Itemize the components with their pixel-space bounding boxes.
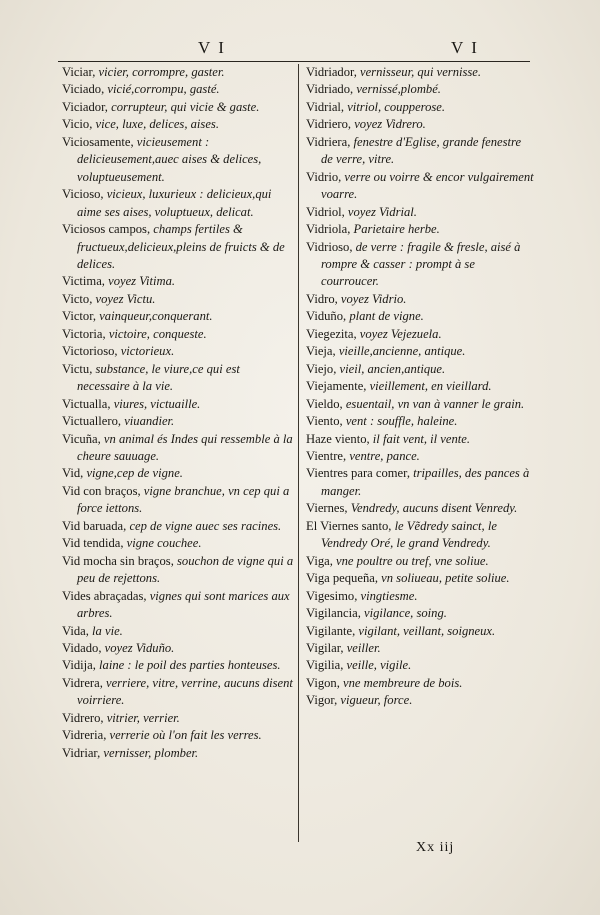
entry-headword: Victima, [62, 274, 109, 289]
entry-definition: substance, le viure,ce qui est necessaire à la vie. [77, 361, 240, 394]
dictionary-entry [306, 553, 534, 570]
dictionary-entry [62, 657, 294, 674]
dictionary-entry [306, 396, 534, 413]
entry-definition: victoire, conqueste. [108, 326, 207, 341]
entry-headword: Vidriar, [62, 745, 104, 760]
left-column [62, 64, 294, 762]
entry-definition: vice, luxe, delices, aises. [95, 117, 219, 132]
entry-definition: vignes qui sont marices aux arbres. [77, 588, 290, 621]
entry-definition: vne membreure de bois. [343, 675, 463, 690]
entry-definition: vigueur, force. [340, 693, 413, 708]
entry-headword: Vigilia, [306, 658, 347, 673]
dictionary-entry [306, 204, 534, 221]
dictionary-entry [306, 675, 534, 692]
entry-headword: Victo, [62, 291, 96, 306]
dictionary-entry [62, 186, 294, 221]
dictionary-entry [306, 465, 534, 500]
entry-headword: Vidriado, [306, 82, 357, 97]
header-right: V I [451, 38, 479, 57]
entry-headword: Vidriador, [306, 65, 360, 79]
dictionary-entry [306, 518, 534, 553]
dictionary-entry [306, 570, 534, 587]
entry-headword: Victuallero, [62, 414, 125, 429]
entry-headword: Viduño, [306, 309, 350, 324]
dictionary-entry [306, 431, 534, 448]
entry-headword: Viciador, [62, 99, 112, 114]
entry-headword: Vigor, [306, 693, 341, 708]
dictionary-entry [62, 640, 294, 657]
entry-headword: Vidriola, [306, 222, 354, 237]
entry-definition: verre ou voirre & encor vulgairement voarre. [321, 169, 534, 202]
entry-headword: Viejamente, [306, 379, 370, 394]
dictionary-entry [62, 535, 294, 552]
dictionary-entry [62, 518, 294, 535]
entry-headword: Viejo, [306, 361, 340, 376]
entry-definition: vne poultre ou tref, vne soliue. [336, 553, 489, 568]
dictionary-entry [306, 239, 534, 291]
entry-headword: Vigon, [306, 675, 344, 690]
entry-definition: voyez Victu. [95, 291, 156, 306]
dictionary-entry [306, 413, 534, 430]
dictionary-entry [62, 745, 294, 762]
entry-headword: Vicio, [62, 117, 96, 132]
entry-headword: Vidrero, [62, 710, 107, 725]
entry-definition: verrerie où l'on fait les verres. [109, 728, 262, 743]
dictionary-entry [306, 81, 534, 98]
entry-headword: Viernes, [306, 501, 351, 516]
dictionary-entry [306, 640, 534, 657]
dictionary-entry [306, 361, 534, 378]
entry-definition: corrupteur, qui vicie & gaste. [111, 99, 260, 114]
entry-headword: Vidriol, [306, 204, 348, 219]
entry-definition: fenestre d'Eglise, grande fenestre de verre, vitre. [321, 134, 522, 167]
entry-definition: viuandier. [124, 414, 175, 429]
entry-headword: Vid baruada, [62, 518, 130, 533]
entry-headword: Vidrio, [306, 169, 345, 184]
column-divider [298, 64, 299, 842]
entry-headword: Victu, [62, 361, 96, 376]
entry-headword: Vieja, [306, 344, 339, 359]
entry-headword: Victorioso, [62, 344, 121, 359]
entry-headword: Vigilante, [306, 623, 359, 638]
entry-headword: Vidado, [62, 640, 105, 655]
entry-definition: vigilant, veillant, soigneux. [358, 623, 496, 638]
entry-definition: voyez Vitima. [108, 274, 176, 289]
entry-headword: Vid, [62, 466, 87, 481]
entry-headword: Vidija, [62, 658, 100, 673]
entry-headword: Vida, [62, 623, 93, 638]
entry-headword: Victualla, [62, 396, 114, 411]
entry-definition: vigne couchee. [126, 536, 202, 551]
entry-definition: vainqueur,conquerant. [99, 309, 213, 324]
dictionary-entry [306, 169, 534, 204]
entry-definition: il fait vent, il vente. [372, 431, 471, 446]
dictionary-entry [306, 99, 534, 116]
right-column [306, 64, 534, 710]
entry-headword: Haze viento, [306, 431, 373, 446]
entry-definition: laine : le poil des parties honteuses. [99, 658, 281, 673]
entry-definition: Vendredy, aucuns disent Venredy. [350, 501, 518, 516]
dictionary-entry [306, 623, 534, 640]
dictionary-entry [306, 657, 534, 674]
dictionary-entry [62, 465, 294, 482]
entry-definition: veiller. [346, 640, 381, 655]
entry-definition: vent : souffle, haleine. [345, 414, 458, 429]
running-header [58, 38, 530, 60]
entry-definition: voyez Viduño. [104, 640, 175, 655]
dictionary-entry [62, 727, 294, 744]
entry-headword: Viento, [306, 414, 346, 429]
dictionary-entry [62, 326, 294, 343]
entry-definition: vernisseur, qui vernisse. [360, 65, 482, 79]
entry-definition: veille, vigile. [346, 658, 412, 673]
entry-headword: Vicioso, [62, 187, 107, 202]
entry-definition: tripailles, des pances à manger. [321, 466, 530, 498]
entry-definition: vieillement, en vieillard. [369, 379, 492, 394]
dictionary-entry [306, 500, 534, 517]
entry-definition: vernisser, plomber. [103, 745, 199, 760]
dictionary-entry [306, 64, 534, 81]
entry-headword: Vidreria, [62, 728, 110, 743]
entry-headword: Vidro, [306, 291, 341, 306]
entry-definition: vernissé,plombé. [356, 82, 441, 97]
entry-definition: vn animal és Indes qui ressemble à la cheure sauuage. [77, 431, 293, 463]
entry-headword: Vidriera, [306, 134, 354, 149]
entry-headword: Viciosamente, [62, 134, 137, 149]
entry-definition: vingtiesme. [360, 588, 418, 603]
dictionary-entry [62, 396, 294, 413]
dictionary-entry [62, 308, 294, 325]
entry-headword: Vientre, [306, 448, 350, 463]
dictionary-entry [62, 64, 294, 81]
dictionary-entry [62, 221, 294, 273]
entry-definition: plant de vigne. [349, 309, 424, 324]
dictionary-entry [62, 99, 294, 116]
entry-headword: Viciar, [62, 65, 99, 79]
entry-definition: esuentail, vn van à vanner le grain. [345, 396, 525, 411]
entry-definition: vicieusement : delicieusement,auec aises & delices, voluptueusement. [77, 134, 262, 184]
dictionary-entry [62, 291, 294, 308]
entry-definition: cep de vigne auec ses racines. [129, 518, 282, 533]
entry-headword: Vigesimo, [306, 588, 361, 603]
dictionary-entry [62, 116, 294, 133]
dictionary-entry [62, 81, 294, 98]
entry-definition: vieil, ancien,antique. [339, 361, 446, 376]
dictionary-entry [306, 326, 534, 343]
entry-definition: voyez Vidrio. [340, 291, 407, 306]
entry-definition: voyez Vejezuela. [359, 326, 442, 341]
header-left: V I [198, 38, 226, 57]
entry-headword: Vigilar, [306, 640, 347, 655]
entry-definition: voyez Vidrero. [354, 117, 426, 132]
entry-definition: vicié,corrompu, gasté. [107, 82, 220, 97]
entry-definition: vicieux, luxurieux : delicieux,qui aime ses aises, voluptueux, delicat. [77, 187, 272, 219]
entry-headword: Vieldo, [306, 396, 346, 411]
entry-headword: Viga, [306, 553, 337, 568]
entry-headword: Vidriero, [306, 117, 355, 132]
dictionary-entry [306, 448, 534, 465]
dictionary-entry [306, 221, 534, 238]
entry-headword: Vid con braços, [62, 483, 144, 498]
dictionary-entry [62, 361, 294, 396]
dictionary-entry [62, 134, 294, 186]
entry-definition: vigne branchue, vn cep qui a force iettons. [77, 483, 290, 516]
entry-definition: verriere, vitre, verrine, aucuns disent voirriere. [77, 675, 293, 708]
dictionary-entry [62, 273, 294, 290]
entry-headword: Vid tendida, [62, 536, 127, 551]
signature-mark: Xx iij [416, 840, 455, 855]
dictionary-entry [306, 291, 534, 308]
entry-definition: vicier, corrompre, gaster. [98, 65, 225, 79]
dictionary-entry [62, 483, 294, 518]
dictionary-entry [306, 378, 534, 395]
entry-headword: Vides abraçadas, [62, 588, 150, 603]
dictionary-entry [306, 692, 534, 709]
dictionary-entry [62, 553, 294, 588]
entry-definition: vitrier, verrier. [106, 710, 180, 725]
header-rule [58, 61, 530, 62]
entry-definition: Parietaire herbe. [353, 222, 440, 237]
dictionary-entry [62, 675, 294, 710]
entry-definition: de verre : fragile & fresle, aisé à rompre & casser : prompt à se courroucer. [321, 239, 521, 289]
entry-definition: ventre, pance. [349, 448, 420, 463]
dictionary-entry [306, 308, 534, 325]
entry-headword: Viegezita, [306, 326, 360, 341]
entry-definition: vigne,cep de vigne. [86, 466, 183, 481]
entry-headword: Vid mocha sin braços, [62, 553, 178, 568]
entry-headword: Victoria, [62, 326, 109, 341]
entry-headword: Vientres para comer, [306, 466, 414, 481]
dictionary-entry [306, 588, 534, 605]
entry-definition: vitriol, coupperose. [347, 99, 446, 114]
entry-headword: El Viernes santo, [306, 518, 395, 533]
dictionary-entry [306, 116, 534, 133]
dictionary-entry [62, 588, 294, 623]
entry-headword: Vigilancia, [306, 606, 364, 621]
dictionary-entry [306, 605, 534, 622]
entry-definition: le Vẽdredy sainct, le Vendredy Oré, le grand Vendredy. [321, 518, 497, 551]
entry-definition: champs fertiles & fructueux,delicieux,pleins de fruicts & de delices. [77, 222, 285, 271]
entry-headword: Vidrial, [306, 99, 348, 114]
entry-definition: vieille,ancienne, antique. [338, 344, 466, 359]
entry-headword: Victor, [62, 309, 100, 324]
dictionary-entry [62, 623, 294, 640]
entry-headword: Vicuña, [62, 431, 104, 446]
entry-definition: souchon de vigne qui a peu de rejettons. [77, 553, 294, 586]
dictionary-entry [306, 134, 534, 169]
entry-definition: la vie. [92, 623, 123, 638]
entry-headword: Viga pequeña, [306, 571, 382, 586]
entry-definition: voyez Vidrial. [347, 204, 417, 219]
dictionary-entry [62, 710, 294, 727]
dictionary-entry [306, 343, 534, 360]
dictionary-entry [62, 343, 294, 360]
dictionary-entry [62, 431, 294, 466]
dictionary-entry [62, 413, 294, 430]
entry-definition: vn soliueau, petite soliue. [381, 571, 510, 586]
entry-definition: vigilance, soing. [364, 606, 447, 621]
entry-definition: victorieux. [120, 344, 175, 359]
entry-definition: viures, victuaille. [113, 396, 201, 411]
entry-headword: Vidrioso, [306, 239, 356, 254]
entry-headword: Viciosos campos, [62, 222, 154, 237]
entry-headword: Vidrera, [62, 675, 106, 690]
entry-headword: Viciado, [62, 82, 108, 97]
